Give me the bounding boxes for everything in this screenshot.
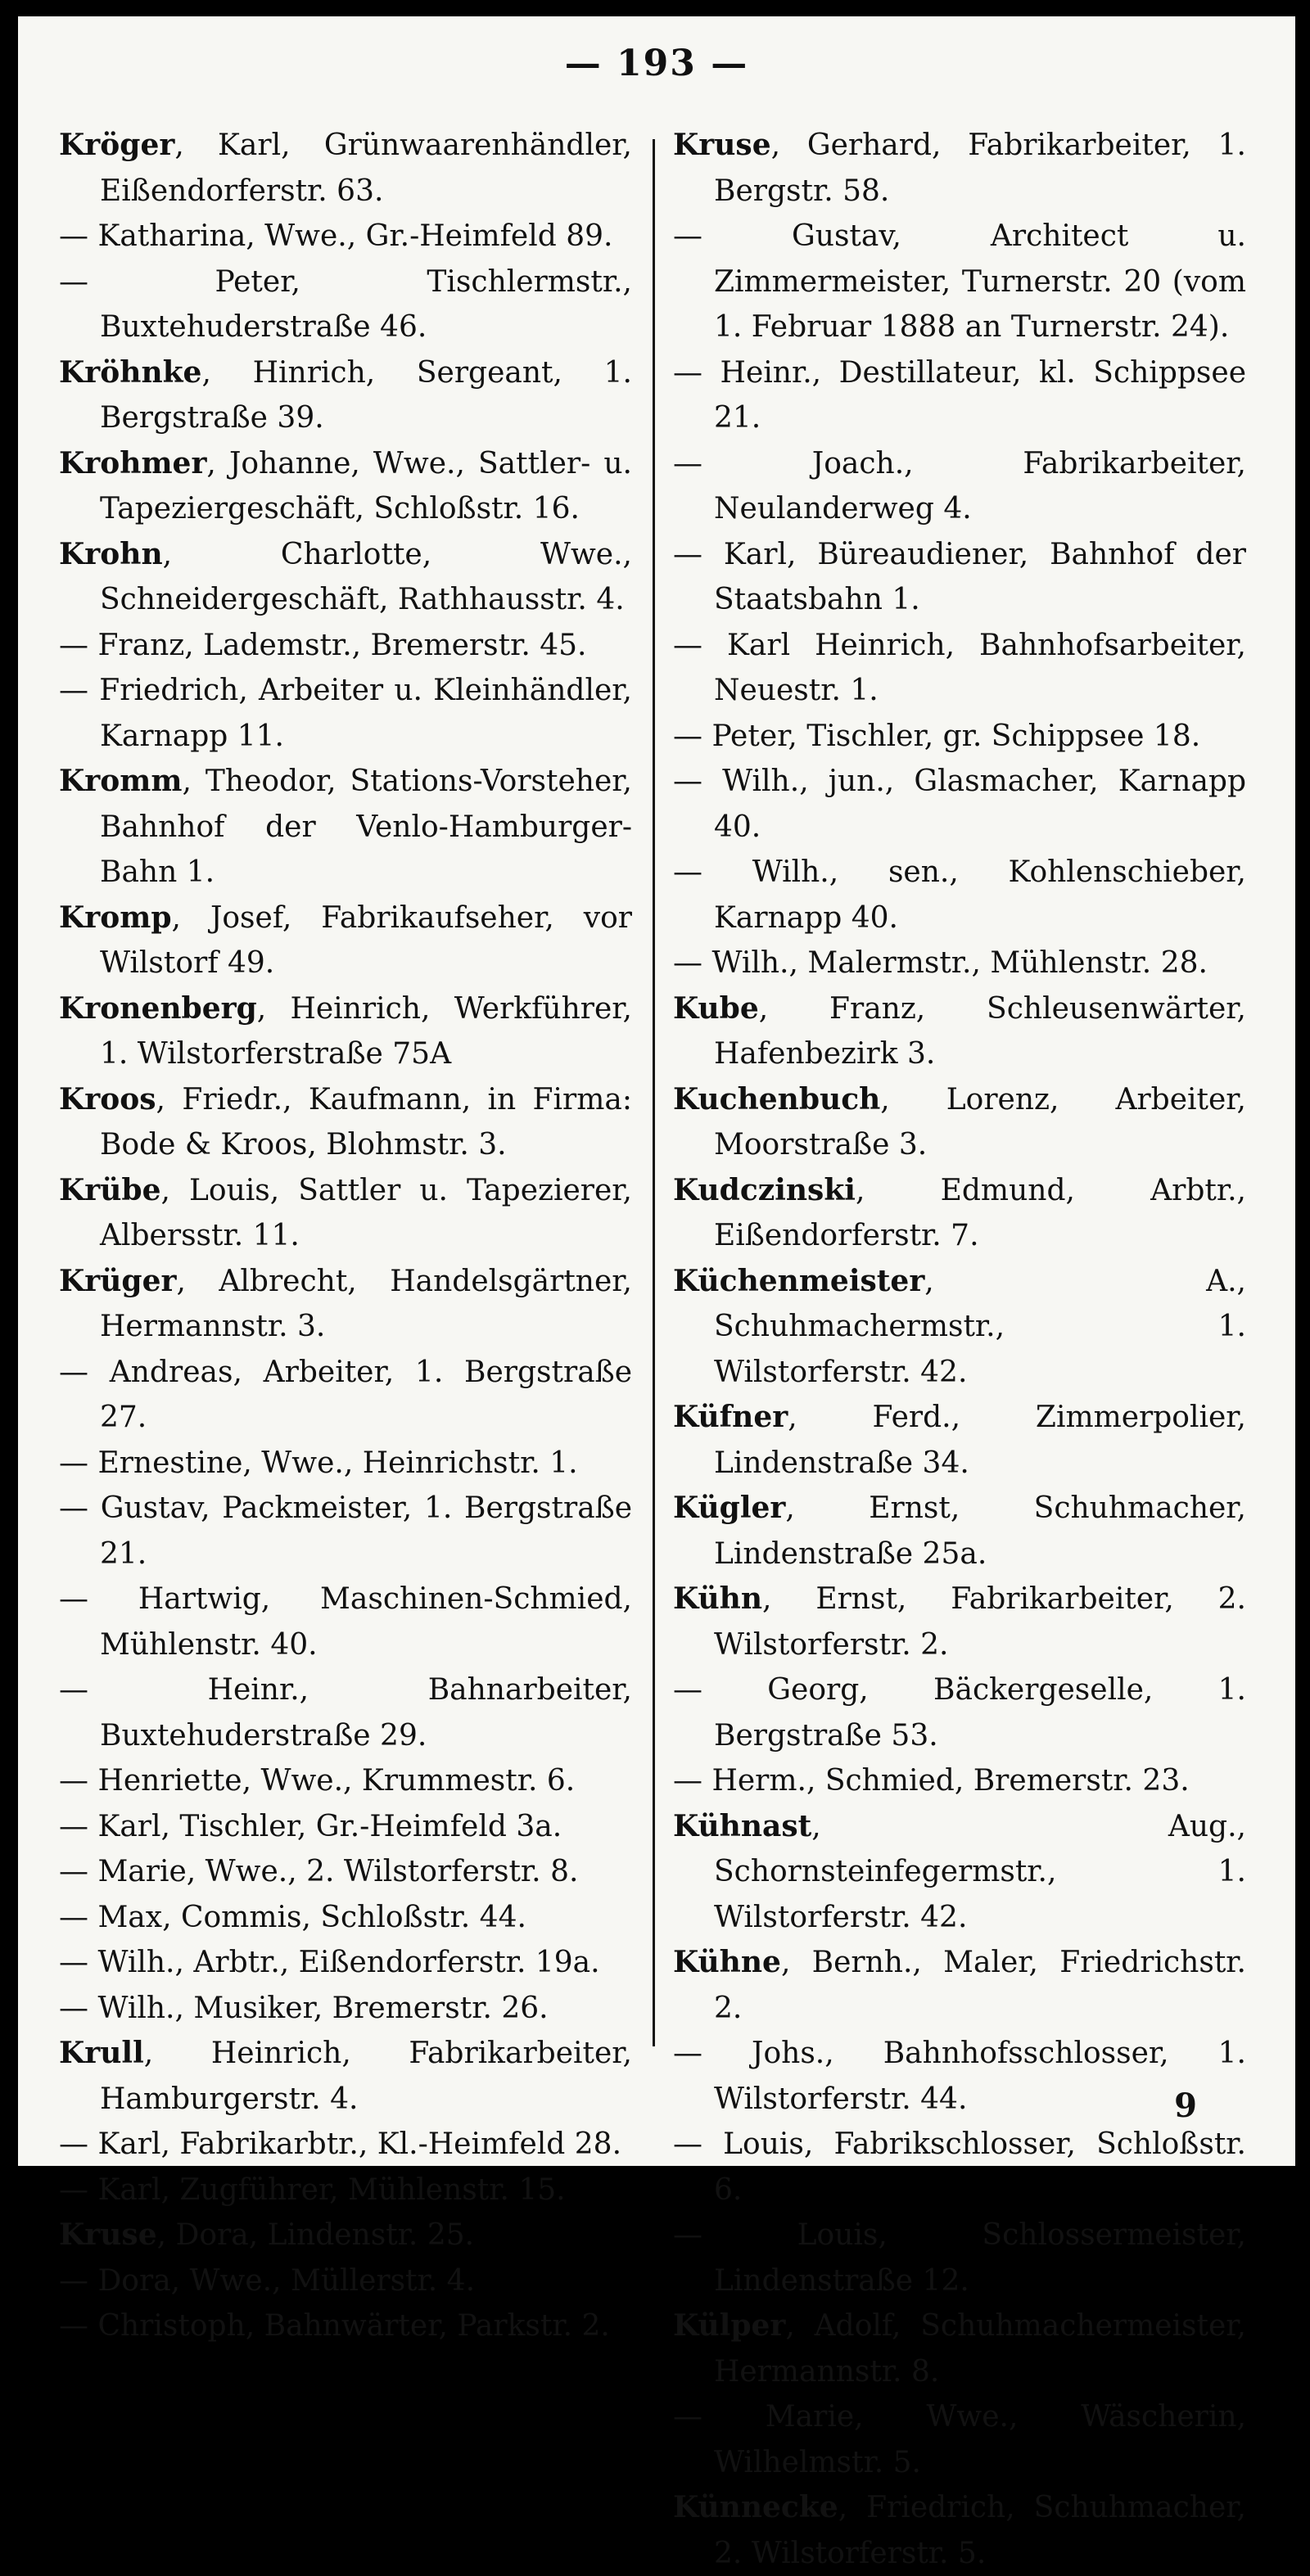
directory-entry — [673, 2485, 1246, 2576]
entry-details: , Maschinen-Schmied, Mühlenstr. 40. — [100, 1582, 632, 1662]
entry-details: , Gerhard, Fabrikarbeiter, 1. Bergstr. 58. — [714, 129, 1246, 208]
directory-entry — [59, 623, 632, 669]
entry-name: — Gustav — [59, 1491, 201, 1525]
directory-entry — [673, 532, 1246, 623]
entry-name: — Joach. — [673, 446, 905, 480]
entry-columns — [51, 123, 1263, 2570]
directory-entry — [59, 759, 632, 896]
entry-name: Kruse — [673, 128, 771, 162]
directory-entry — [673, 714, 1246, 760]
directory-entry — [673, 1486, 1246, 1577]
directory-entry — [673, 1077, 1246, 1168]
entry-details: , Architect u. Zimmermeister, Turnerstr. 20 (vom 1. Februar 1888 an Turnerstr. 24). — [714, 219, 1247, 344]
entry-details: , Fabrikarbtr., Kl.-Heimfeld 28. — [160, 2127, 622, 2161]
entry-details: , Charlotte, Wwe., Schneidergeschäft, Rathhausstr. 4. — [100, 537, 632, 616]
entry-details: , Arbtr., Eißendorferstr. 19a. — [174, 1946, 600, 1979]
directory-entry — [59, 350, 632, 441]
directory-entry — [673, 123, 1246, 214]
entry-details: , Commis, Schloßstr. 44. — [162, 1900, 526, 1934]
entry-details: , Heinrich, Fabrikarbeiter, Hamburgerstr. 4. — [100, 2037, 632, 2116]
directory-entry — [673, 1259, 1246, 1396]
directory-entry — [673, 214, 1246, 350]
entry-name: Kruse — [59, 2217, 157, 2252]
entry-details: , Schlossermeister, Lindenstraße 12. — [714, 2218, 1246, 2298]
directory-entry — [59, 1804, 632, 1850]
directory-entry — [59, 986, 632, 1077]
directory-entry — [59, 1259, 632, 1350]
entry-name: — Karl — [59, 1809, 161, 1843]
entry-name: Kühnast — [673, 1808, 812, 1843]
entry-details: , Wwe., Krummestr. 6. — [242, 1764, 576, 1798]
directory-entry — [59, 441, 632, 532]
entry-name: Kronenberg — [59, 990, 257, 1026]
directory-entry — [59, 1895, 632, 1941]
entry-details: , Wwe., Heinrichstr. 1. — [242, 1446, 578, 1480]
entry-details: , Fabrikarbeiter, Neulanderweg 4. — [714, 446, 1246, 526]
entry-details: , Tischler, Gr.-Heimfeld 3a. — [160, 1809, 562, 1843]
entry-name: — Wilh. — [59, 1946, 175, 1979]
entry-name: — Wilh. — [673, 765, 800, 798]
entry-details: , Wwe., Gr.-Heimfeld 89. — [246, 219, 613, 253]
entry-details: , Tischlermstr., Buxtehuderstraße 46. — [100, 264, 632, 344]
entry-name: — Gustav — [673, 219, 892, 253]
entry-details: , Josef, Fabrikaufseher, vor Wilstorf 49. — [100, 900, 632, 980]
entry-details: , Bahnhofsschlosser, 1. Wilstorferstr. 44. — [714, 2037, 1247, 2116]
entry-name: Kuchenbuch — [673, 1081, 881, 1117]
entry-name: Kügler — [673, 1491, 786, 1525]
directory-entry — [59, 1849, 632, 1895]
entry-details: , Destillateur, kl. Schippsee 21. — [714, 355, 1246, 435]
entry-name: — Herm. — [673, 1764, 806, 1798]
entry-name: Kröhnke — [59, 354, 202, 390]
directory-entry — [673, 1804, 1246, 1941]
entry-details: , Wwe., Müllerstr. 4. — [170, 2263, 476, 2298]
entry-details: , Bernh., Maler, Friedrichstr. 2. — [714, 1946, 1246, 2025]
entry-details: , Johanne, Wwe., Sattler- u. Tapeziergeschäft, Schloßstr. 16. — [100, 446, 632, 526]
entry-name: — Katharina — [59, 219, 246, 253]
entry-details: , Packmeister, 1. Bergstraße 21. — [100, 1491, 633, 1571]
entry-name: Kromm — [59, 764, 183, 798]
entry-name: Krull — [59, 2036, 144, 2070]
directory-entry — [673, 986, 1246, 1077]
directory-entry — [59, 214, 632, 259]
entry-details: , Lademstr., Bremerstr. 45. — [184, 628, 587, 662]
directory-entry — [673, 1758, 1246, 1804]
directory-entry — [59, 2168, 632, 2213]
entry-name: Krübe — [59, 1172, 161, 1207]
entry-name: — Louis — [673, 2127, 804, 2161]
entry-name: — Peter — [673, 719, 788, 753]
entry-name: Küfner — [673, 1400, 788, 1434]
entry-name: — Karl — [673, 537, 787, 571]
directory-entry — [59, 532, 632, 623]
entry-details: , Edmund, Arbtr., Eißendorferstr. 7. — [714, 1173, 1246, 1252]
entry-details: , Malermstr., Mühlenstr. 28. — [788, 946, 1208, 980]
entry-details: , Schmied, Bremerstr. 23. — [806, 1764, 1190, 1798]
entry-details: , Dora, Lindenstr. 25. — [156, 2218, 475, 2252]
entry-name: Künnecke — [673, 2490, 838, 2524]
entry-details: , Wwe., 2. Wilstorferstr. 8. — [186, 1855, 579, 1888]
directory-entry — [59, 1441, 632, 1487]
directory-entry — [59, 1168, 632, 1259]
entry-name: Kudczinski — [673, 1172, 856, 1207]
directory-entry — [59, 2122, 632, 2168]
entry-details: , Theodor, Stations-Vorsteher, Bahnhof der Venlo-Hamburger-Bahn 1. — [100, 765, 632, 889]
entry-name: Kube — [673, 990, 759, 1026]
entry-details: , Heinrich, Werkführer, 1. Wilstorferstraße 75A — [100, 991, 632, 1071]
entry-name: — Franz — [59, 628, 185, 662]
directory-entry — [673, 1667, 1246, 1758]
directory-entry — [673, 1395, 1246, 1486]
directory-entry — [673, 2303, 1246, 2394]
directory-entry — [673, 350, 1246, 441]
left-column — [59, 123, 632, 2349]
directory-entry — [673, 441, 1246, 532]
directory-entry — [59, 2258, 632, 2304]
directory-page — [18, 16, 1295, 2570]
directory-entry — [59, 668, 632, 759]
entry-details: , Ernst, Fabrikarbeiter, 2. Wilstorferstr. 2. — [714, 1582, 1246, 1662]
entry-details: , Friedr., Kaufmann, in Firma: Bode & Kroos, Blohmstr. 3. — [100, 1082, 632, 1162]
entry-name: — Dora — [59, 2263, 171, 2298]
entry-name: Kröger — [59, 128, 175, 162]
entry-details: , Büreaudiener, Bahnhof der Staatsbahn 1. — [714, 537, 1246, 616]
entry-name: — Ernestine — [59, 1446, 243, 1480]
entry-name: — Karl Heinrich — [673, 628, 946, 662]
entry-details: , Tischler, gr. Schippsee 18. — [788, 719, 1201, 753]
entry-name: — Wilh. — [673, 946, 789, 980]
entry-name: Külper — [673, 2308, 786, 2343]
directory-entry — [59, 259, 632, 350]
entry-name: — Johs. — [673, 2037, 825, 2070]
entry-name: — Andreas — [59, 1355, 233, 1389]
entry-details: , A., Schuhmachermstr., 1. Wilstorferstr. 42. — [714, 1264, 1246, 1389]
signature-mark: 9 — [1174, 2087, 1197, 2125]
entry-name: — Christoph — [59, 2309, 246, 2343]
entry-details: , Wwe., Wäscherin, Wilhelmstr. 5. — [714, 2400, 1247, 2479]
entry-details: , Bäckergeselle, 1. Bergstraße 53. — [714, 1673, 1246, 1753]
entry-details: , Bahnhofsarbeiter, Neuestr. 1. — [714, 628, 1247, 707]
directory-entry — [59, 1486, 632, 1577]
entry-name: Küchenmeister — [673, 1263, 925, 1298]
directory-entry — [673, 1577, 1246, 1667]
directory-entry — [673, 1940, 1246, 2031]
entry-details: , sen., Kohlenschieber, Karnapp 40. — [714, 855, 1246, 935]
directory-entry — [59, 2303, 632, 2349]
entry-details: , Bahnarbeiter, Buxtehuderstraße 29. — [100, 1673, 632, 1753]
entry-name: — Louis — [673, 2218, 879, 2252]
entry-name: — Max — [59, 1900, 163, 1934]
entry-name: Kühn — [673, 1581, 763, 1616]
directory-entry — [59, 896, 632, 986]
directory-entry — [673, 850, 1246, 941]
entry-name: — Karl — [59, 2127, 161, 2161]
entry-details: , Hinrich, Sergeant, 1. Bergstraße 39. — [100, 355, 632, 435]
entry-details: , Arbeiter u. Kleinhändler, Karnapp 11. — [100, 674, 632, 753]
entry-name: — Heinr. — [59, 1673, 300, 1707]
directory-entry — [59, 123, 632, 214]
entry-details: , Karl, Grünwaarenhändler, Eißendorferstr. 63. — [100, 129, 632, 208]
entry-name: — Hartwig — [59, 1582, 261, 1616]
entry-name: Kromp — [59, 900, 172, 935]
entry-details: , Zugführer, Mühlenstr. 15. — [160, 2172, 566, 2207]
entry-details: , Franz, Schleusenwärter, Hafenbezirk 3. — [714, 991, 1246, 1071]
entry-details: , Lorenz, Arbeiter, Moorstraße 3. — [714, 1082, 1246, 1162]
entry-name: Kühne — [673, 1945, 781, 1979]
directory-entry — [59, 1940, 632, 1986]
entry-details: , Louis, Sattler u. Tapezierer, Albersstr. 11. — [100, 1173, 632, 1252]
entry-details: , Musiker, Bremerstr. 26. — [174, 1991, 549, 2025]
directory-entry — [673, 2213, 1246, 2303]
entry-name: — Wilh. — [673, 855, 829, 889]
entry-details: , Albrecht, Handelsgärtner, Hermannstr. 3. — [100, 1264, 632, 1343]
entry-name: Krüger — [59, 1263, 177, 1298]
directory-entry — [59, 2031, 632, 2122]
directory-entry — [673, 2394, 1246, 2485]
directory-entry — [673, 1168, 1246, 1259]
entry-name: — Georg — [673, 1673, 860, 1707]
directory-entry — [59, 1758, 632, 1804]
entry-name: Krohmer — [59, 445, 207, 480]
column-divider — [653, 139, 655, 2046]
directory-entry — [673, 2031, 1246, 2122]
directory-entry — [673, 2122, 1246, 2213]
entry-name: Kroos — [59, 1081, 156, 1117]
directory-entry — [59, 1077, 632, 1168]
directory-entry — [673, 759, 1246, 850]
directory-entry — [59, 1986, 632, 2032]
entry-name: — Wilh. — [59, 1991, 175, 2025]
entry-details: , Arbeiter, 1. Bergstraße 27. — [100, 1355, 633, 1434]
entry-name: Krohn — [59, 536, 163, 571]
entry-details: , Aug., Schornsteinfegermstr., 1. Wilstorferstr. 42. — [714, 1809, 1246, 1934]
directory-entry — [59, 1577, 632, 1667]
directory-entry — [59, 2213, 632, 2258]
right-column — [673, 123, 1246, 2576]
directory-entry — [673, 623, 1246, 714]
directory-entry — [673, 941, 1246, 986]
entry-name: — Heinr. — [673, 355, 812, 390]
entry-name: — Marie — [59, 1855, 187, 1888]
directory-entry — [59, 1667, 632, 1758]
entry-details: , jun., Glasmacher, Karnapp 40. — [714, 765, 1246, 844]
entry-details: , Bahnwärter, Parkstr. 2. — [245, 2309, 610, 2343]
entry-details: , Ferd., Zimmerpolier, Lindenstraße 34. — [714, 1401, 1246, 1480]
entry-details: , Ernst, Schuhmacher, Lindenstraße 25a. — [714, 1491, 1246, 1571]
directory-entry — [59, 1350, 632, 1441]
entry-details: , Adolf, Schuhmachermeister, Hermannstr. 8. — [714, 2309, 1246, 2389]
entry-details: , Fabrikschlosser, Schloßstr. 6. — [714, 2127, 1246, 2207]
entry-name: — Friedrich — [59, 674, 239, 707]
entry-name: — Karl — [59, 2172, 161, 2207]
entry-details: , Friedrich, Schuhmacher, 2. Wilstorferstr. 5. — [714, 2491, 1246, 2570]
page-number: — 193 — — [564, 43, 749, 84]
entry-name: — Marie — [673, 2400, 855, 2434]
entry-name: — Henriette — [59, 1764, 242, 1798]
entry-name: — Peter — [59, 264, 291, 299]
